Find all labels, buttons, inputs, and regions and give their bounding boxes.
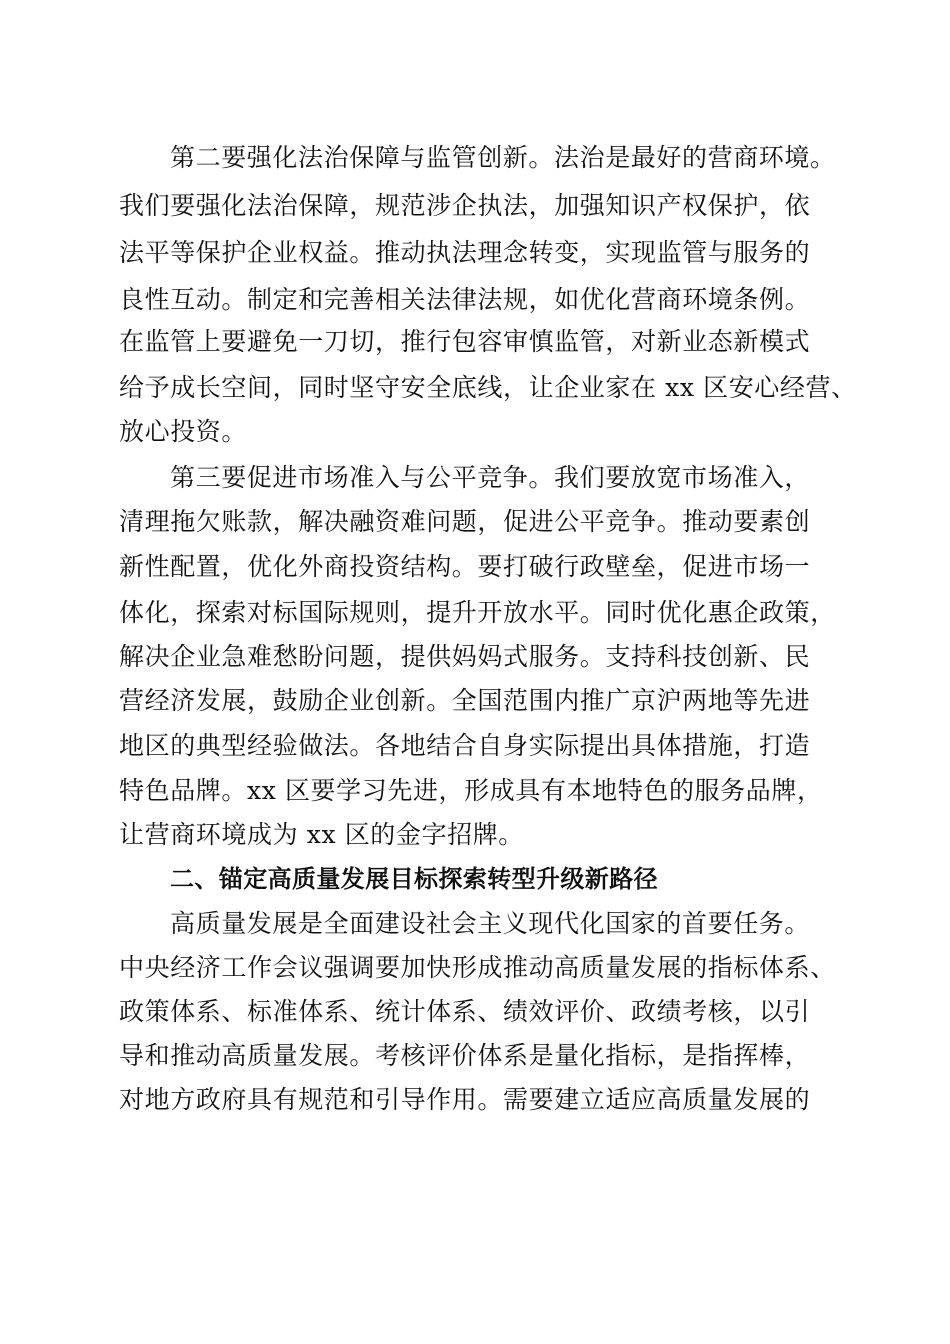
- paragraph-3-line-3: 政策体系、标准体系、统计体系、绩效评价、政绩考核，以引: [119, 997, 811, 1026]
- paragraph-1-line-5: 在监管上要避免一刀切，推行包容审慎监管，对新业态新模式: [119, 327, 811, 356]
- paragraph-3-line-1: 高质量发展是全面建设社会主义现代化国家的首要任务。: [170, 909, 811, 938]
- paragraph-1-line-6: 给予成长空间，同时坚守安全底线，让企业家在 xx 区安心经营、: [119, 373, 857, 402]
- paragraph-2-line-9: 让营商环境成为 xx 区的金字招牌。: [119, 820, 524, 849]
- paragraph-2-line-4: 体化，探索对标国际规则，提升开放水平。同时优化惠企政策，: [119, 598, 836, 627]
- paragraph-2-line-6: 营经济发展，鼓励企业创新。全国范围内推广京沪两地等先进: [119, 686, 811, 715]
- paragraph-1-line-4: 良性互动。制定和完善相关法律法规，如优化营商环境条例。: [119, 285, 811, 314]
- paragraph-2-line-3: 新性配置，优化外商投资结构。要打破行政壁垒，促进市场一: [119, 552, 811, 581]
- paragraph-2-line-2: 清理拖欠账款，解决融资难问题，促进公平竞争。推动要素创: [119, 507, 811, 536]
- paragraph-3-line-5: 对地方政府具有规范和引导作用。需要建立适应高质量发展的: [119, 1085, 811, 1114]
- paragraph-1-line-3: 法平等保护企业权益。推动执法理念转变，实现监管与服务的: [119, 238, 811, 267]
- paragraph-2-line-1: 第三要促进市场准入与公平竞争。我们要放宽市场准入，: [170, 463, 811, 492]
- paragraph-3-line-2: 中央经济工作会议强调要加快形成推动高质量发展的指标体系、: [119, 953, 836, 982]
- paragraph-2-line-5: 解决企业急难愁盼问题，提供妈妈式服务。支持科技创新、民: [119, 642, 811, 671]
- paragraph-2-line-7: 地区的典型经验做法。各地结合自身实际提出具体措施，打造: [119, 731, 811, 760]
- paragraph-1-line-7: 放心投资。: [119, 417, 248, 446]
- paragraph-1-line-1: 第二要强化法治保障与监管创新。法治是最好的营商环境。: [170, 143, 836, 172]
- section-heading: 二、锚定高质量发展目标探索转型升级新路径: [170, 865, 658, 893]
- paragraph-1-line-2: 我们要强化法治保障，规范涉企执法，加强知识产权保护，依: [119, 191, 811, 220]
- paragraph-3-line-4: 导和推动高质量发展。考核评价体系是量化指标，是指挥棒，: [119, 1041, 811, 1070]
- paragraph-2-line-8: 特色品牌。xx 区要学习先进，形成具有本地特色的服务品牌，: [119, 776, 823, 805]
